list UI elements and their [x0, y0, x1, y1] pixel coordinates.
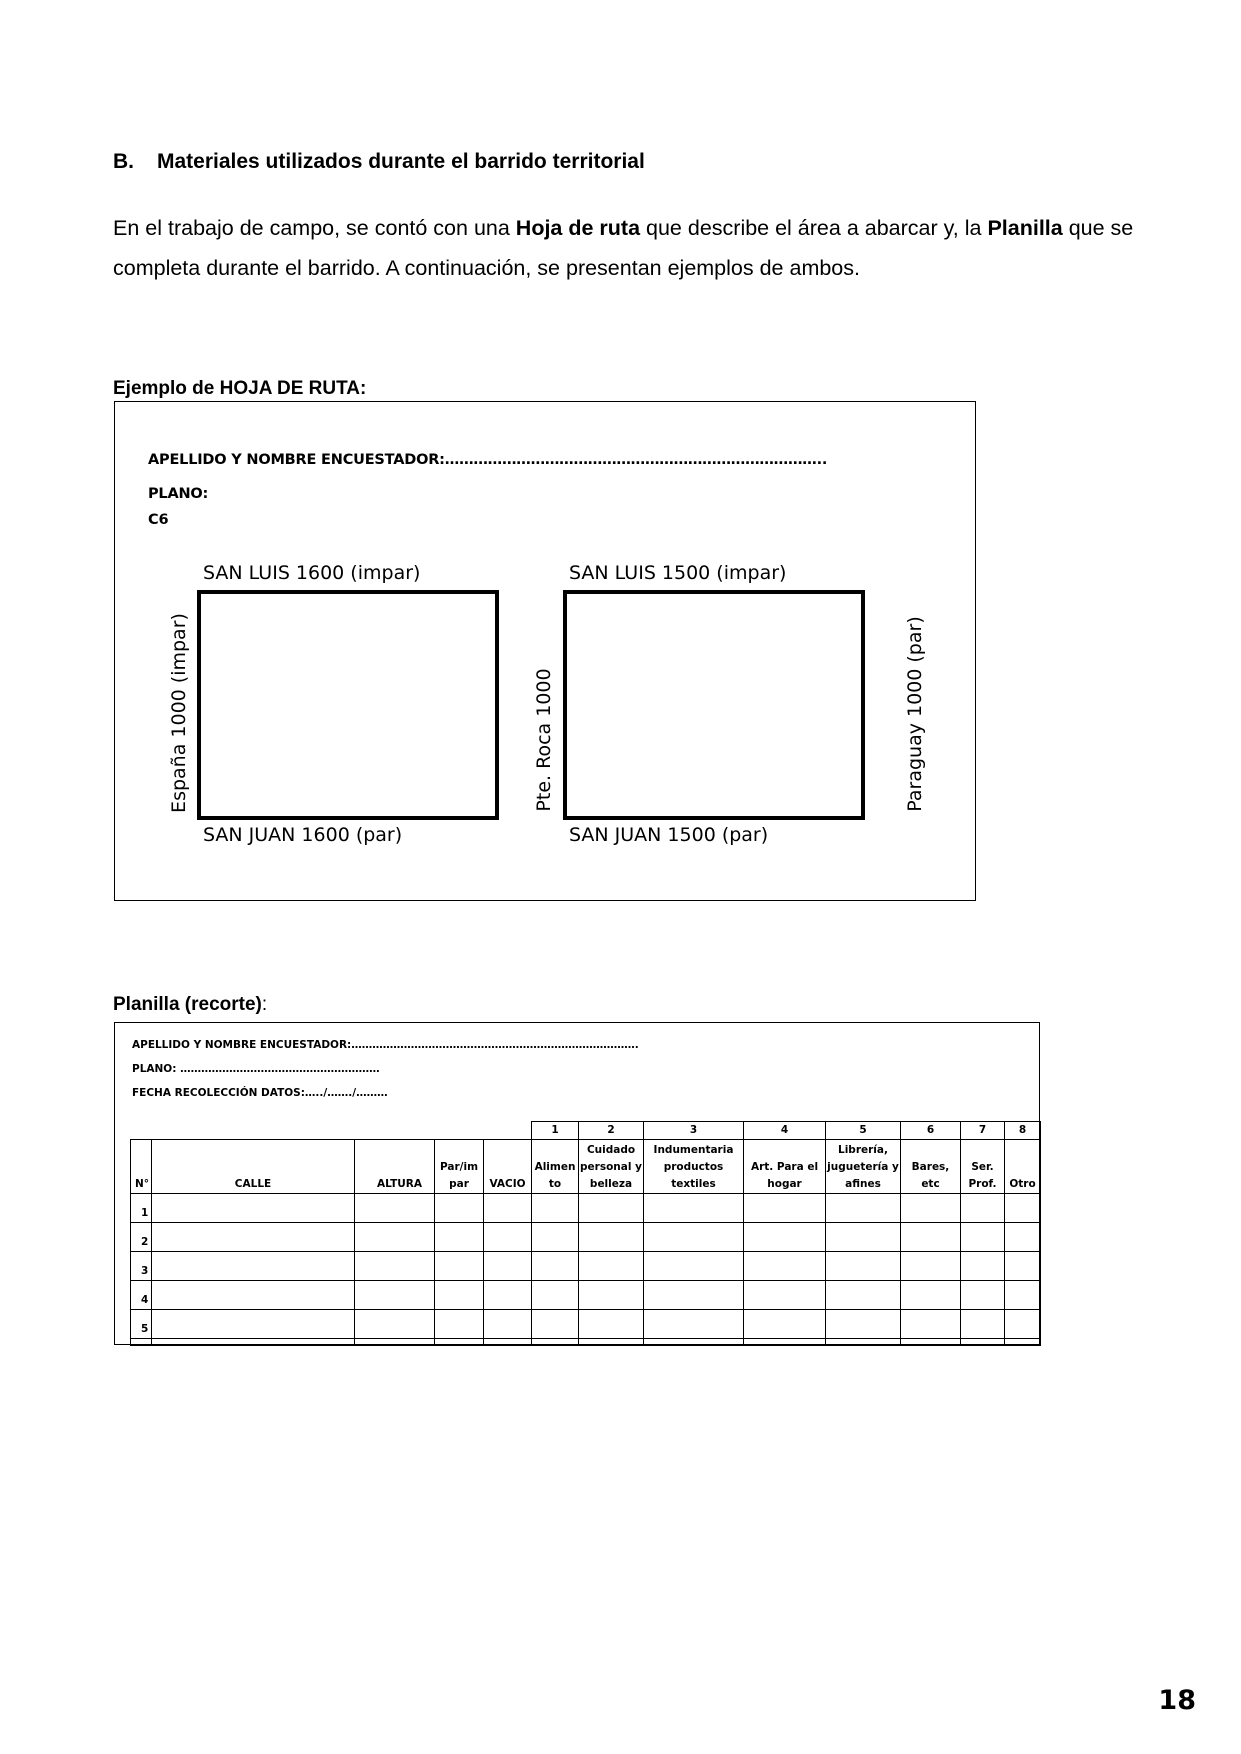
header-ser-prof: Ser. Prof.	[961, 1140, 1005, 1194]
section-heading	[113, 150, 645, 174]
street-bottom-right: SAN JUAN 1500 (par)	[569, 824, 769, 846]
table-row	[131, 1194, 1041, 1223]
route-plan-code: C6	[148, 512, 169, 528]
planilla-surveyor-field: APELLIDO Y NOMBRE ENCUESTADOR:……………………………………………………………………….	[132, 1039, 639, 1051]
paragraph-text: En el trabajo de campo, se contó con una	[113, 216, 516, 240]
street-top-left: SAN LUIS 1600 (impar)	[203, 562, 421, 584]
header-indumentaria: Indumentaria productos textiles	[644, 1140, 744, 1194]
city-block-1600	[197, 590, 499, 820]
row-number: 2	[131, 1223, 152, 1252]
planilla-caption	[113, 994, 267, 1016]
category-number: 4	[744, 1122, 826, 1140]
page-number: 18	[1158, 1685, 1196, 1716]
header-vacio: VACIO	[484, 1140, 532, 1194]
category-number: 7	[961, 1122, 1005, 1140]
paragraph-bold-planilla: Planilla	[987, 216, 1063, 240]
row-number: 1	[131, 1194, 152, 1223]
paragraph-text: que describe el área a abarcar y, la	[640, 216, 988, 240]
paragraph-bold-hoja-de-ruta: Hoja de ruta	[515, 216, 641, 240]
header-par-impar: Par/im par	[435, 1140, 484, 1194]
route-surveyor-field: APELLIDO Y NOMBRE ENCUESTADOR:……………………………………………………………………..	[148, 452, 828, 468]
header-libreria: Librería, juguetería y afines	[826, 1140, 901, 1194]
route-plan-label: PLANO:	[148, 486, 209, 502]
header-row	[131, 1140, 1041, 1194]
table-row-partial	[131, 1339, 1041, 1346]
section-title: Materiales utilizados durante el barrido territorial	[157, 150, 645, 173]
table-row	[131, 1310, 1041, 1339]
table-row	[131, 1252, 1041, 1281]
category-number: 1	[532, 1122, 579, 1140]
header-n: N°	[131, 1140, 152, 1194]
intro-paragraph	[113, 208, 1143, 288]
planilla-plan-field: PLANO: …………………………………………………	[132, 1063, 380, 1075]
category-number: 6	[901, 1122, 961, 1140]
street-right-vertical: Paraguay 1000 (par)	[904, 616, 926, 812]
table-row	[131, 1223, 1041, 1252]
header-altura: ALTURA	[355, 1140, 435, 1194]
header-cuidado-personal: Cuidado personal y belleza	[579, 1140, 644, 1194]
header-otro: Otro	[1005, 1140, 1041, 1194]
street-top-right: SAN LUIS 1500 (impar)	[569, 562, 787, 584]
city-block-1500	[563, 590, 865, 820]
paragraph-text: que se completa durante el barrido. A continuación, se presentan ejemplos de ambos.	[113, 216, 1134, 280]
section-letter: B.	[113, 150, 134, 173]
header-bares: Bares, etc	[901, 1140, 961, 1194]
header-calle: CALLE	[152, 1140, 355, 1194]
category-number: 2	[579, 1122, 644, 1140]
category-number: 3	[644, 1122, 744, 1140]
planilla-caption-colon: :	[261, 994, 268, 1015]
row-number: 5	[131, 1310, 152, 1339]
planilla-caption-title: Planilla (recorte)	[113, 994, 262, 1015]
route-sheet-caption: Ejemplo de HOJA DE RUTA:	[113, 378, 367, 399]
category-number: 8	[1005, 1122, 1041, 1140]
row-number: 4	[131, 1281, 152, 1310]
category-number: 5	[826, 1122, 901, 1140]
street-middle-vertical: Pte. Roca 1000	[533, 668, 555, 812]
header-art-hogar: Art. Para el hogar	[744, 1140, 826, 1194]
street-left-vertical: España 1000 (impar)	[168, 613, 190, 813]
category-number-row	[131, 1122, 1041, 1140]
header-alimento: Alimen to	[532, 1140, 579, 1194]
row-number: 3	[131, 1252, 152, 1281]
table-row	[131, 1281, 1041, 1310]
planilla-table	[130, 1121, 1041, 1346]
planilla-date-field: FECHA RECOLECCIÓN DATOS:…../……./………	[132, 1087, 388, 1099]
street-bottom-left: SAN JUAN 1600 (par)	[203, 824, 403, 846]
